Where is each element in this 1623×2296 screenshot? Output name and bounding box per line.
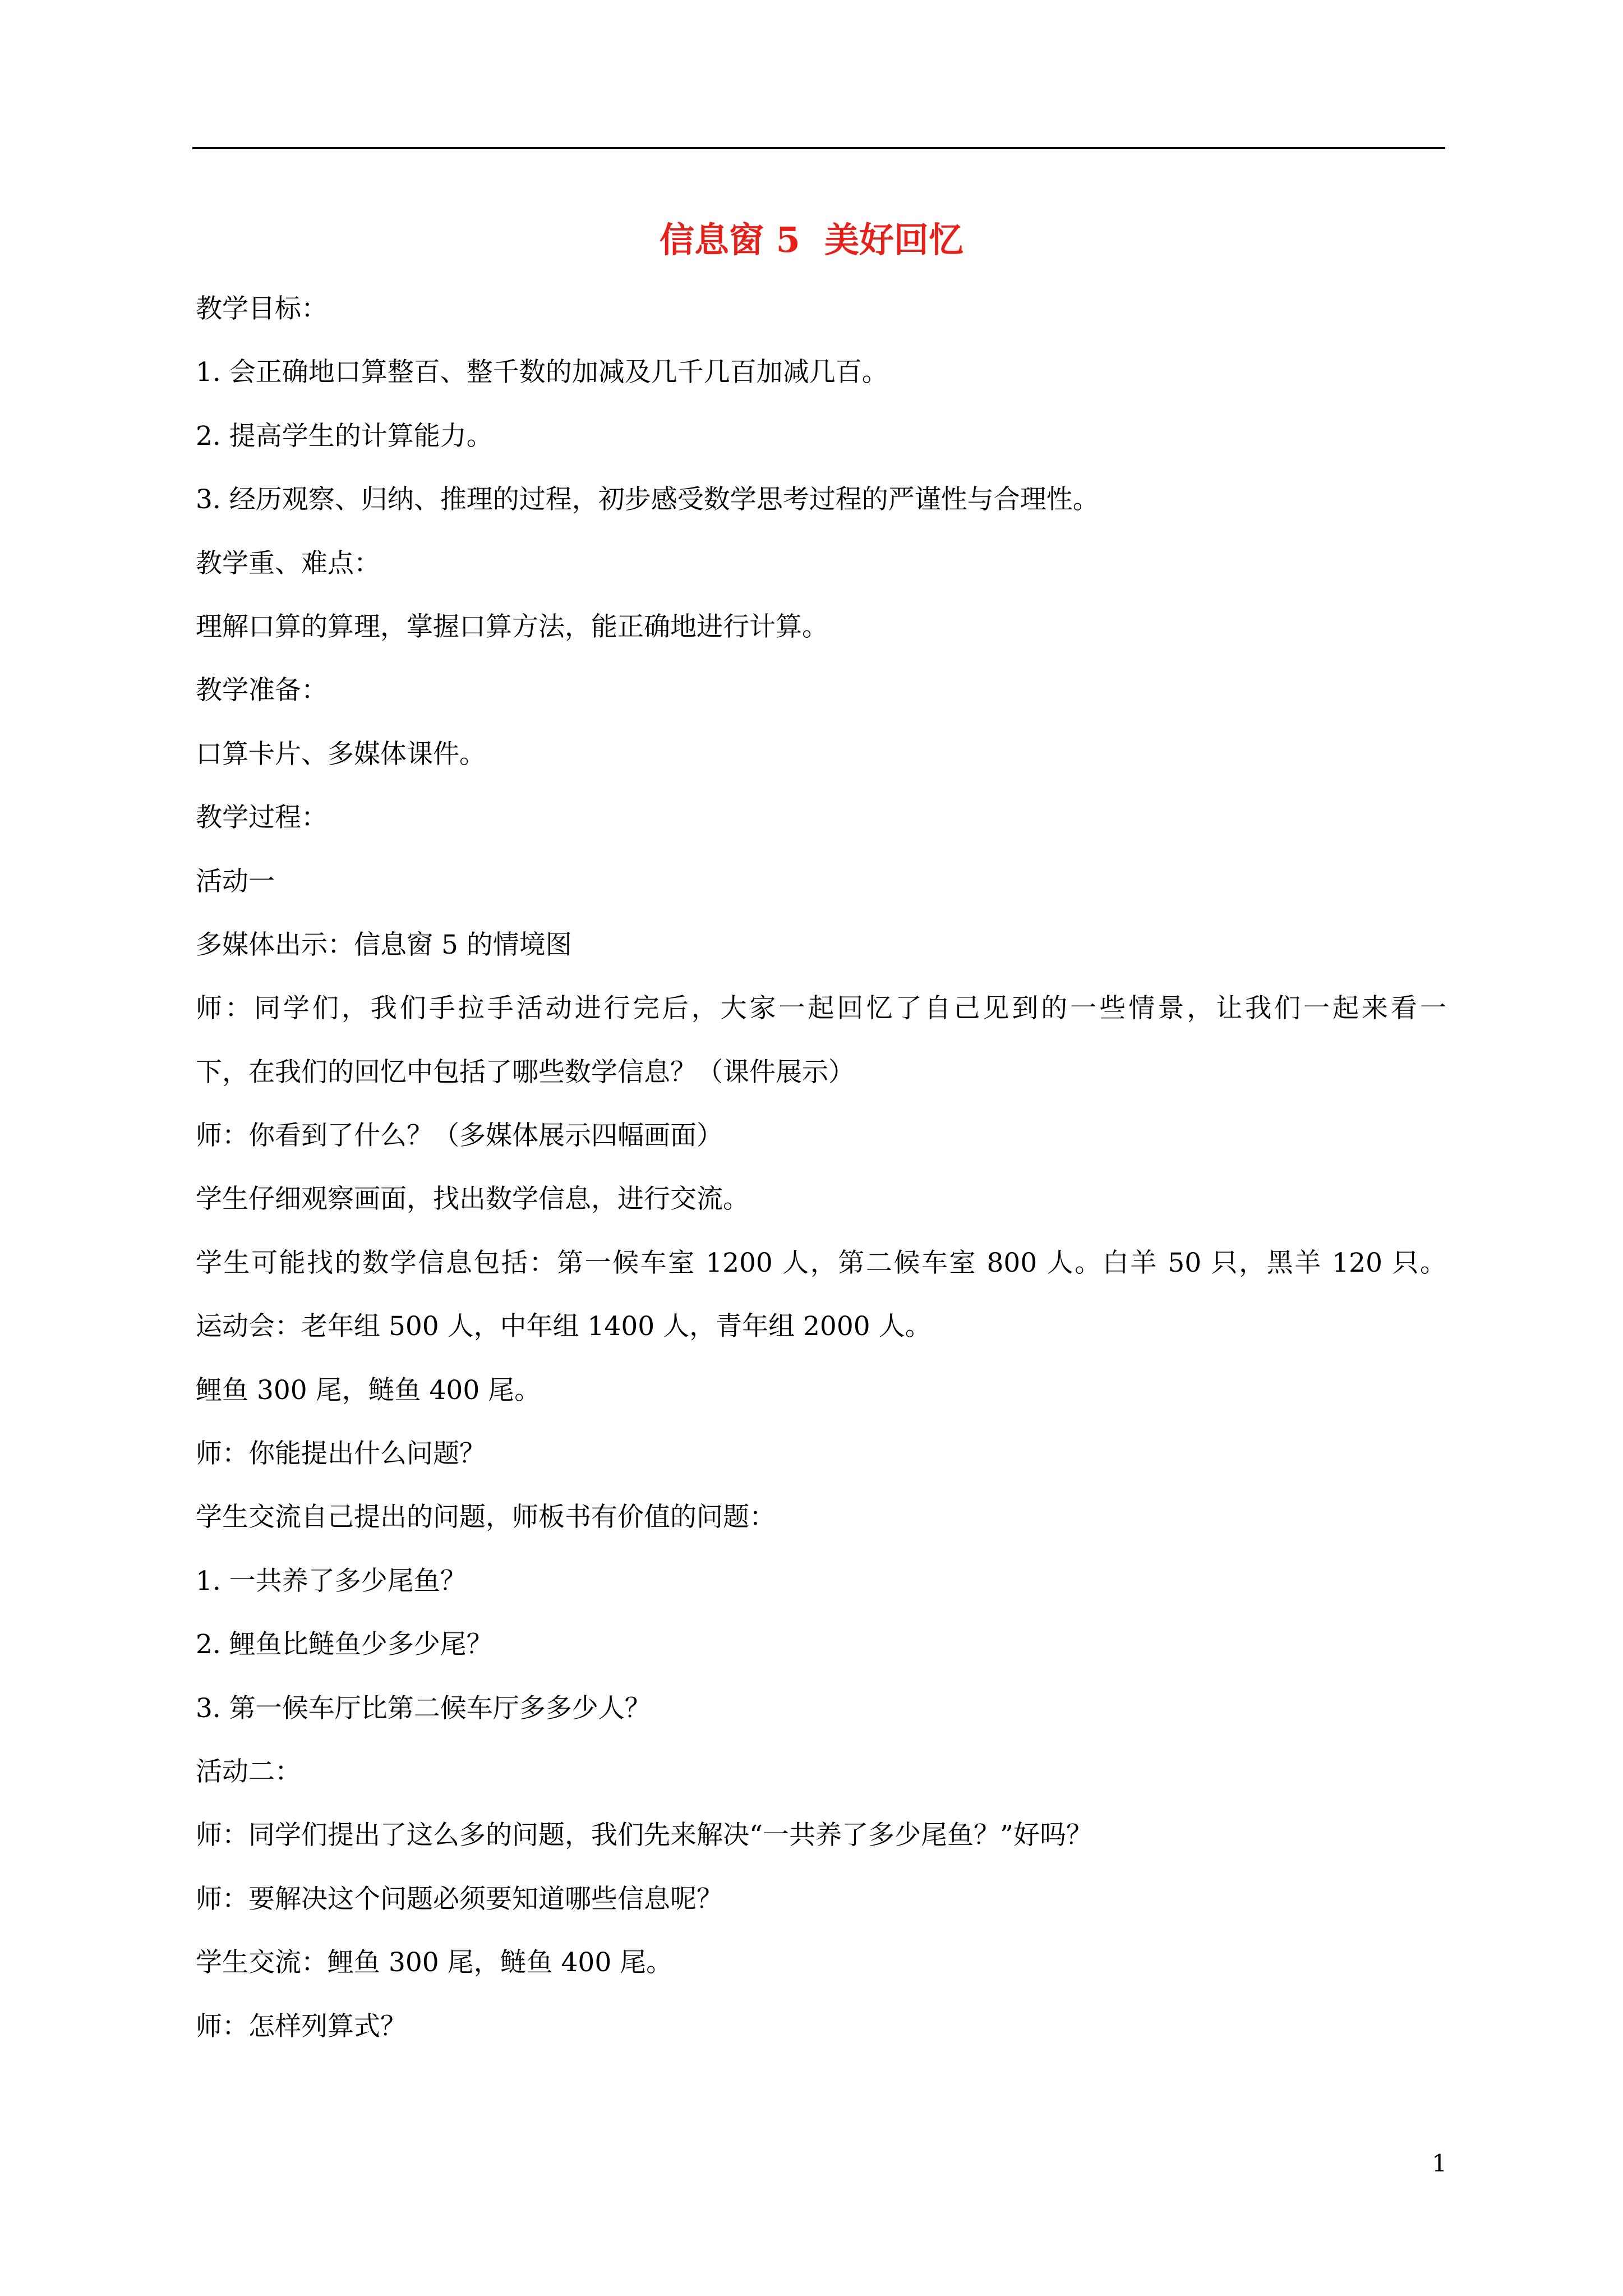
paragraph: 2. 鲤鱼比鲢鱼少多少尾？ bbox=[196, 1629, 493, 1660]
paragraph: 3. 经历观察、归纳、推理的过程，初步感受数学思考过程的严谨性与合理性。 bbox=[196, 484, 1099, 516]
document-body bbox=[196, 293, 1446, 2074]
paragraph: 学生可能找的数学信息包括：第一候车室 1200 人，第二候车室 800 人。白羊 50 只，黑羊 120 只。 bbox=[196, 1247, 1446, 1278]
paragraph: 师：同学们，我们手拉手活动进行完后，大家一起回忆了自己见到的一些情景，让我们一起来看一 bbox=[196, 993, 1446, 1024]
paragraph: 师：怎样列算式？ bbox=[196, 2010, 407, 2042]
paragraph: 教学过程： bbox=[196, 802, 328, 834]
document-title: 信息窗 5 美好回忆 bbox=[660, 219, 963, 260]
paragraph: 师：你看到了什么？（多媒体展示四幅画面） bbox=[196, 1120, 723, 1152]
paragraph: 鲤鱼 300 尾，鲢鱼 400 尾。 bbox=[196, 1374, 541, 1406]
paragraph: 2. 提高学生的计算能力。 bbox=[196, 420, 493, 452]
paragraph: 师：你能提出什么问题？ bbox=[196, 1438, 486, 1470]
paragraph: 活动一 bbox=[196, 866, 275, 897]
paragraph: 3. 第一候车厅比第二候车厅多多少人？ bbox=[196, 1692, 651, 1724]
paragraph: 1. 会正确地口算整百、整千数的加减及几千几百加减几百。 bbox=[196, 357, 888, 388]
paragraph: 师：同学们提出了这么多的问题，我们先来解决“一共养了多少尾鱼？”好吗？ bbox=[196, 1820, 1093, 1851]
paragraph: 教学准备： bbox=[196, 675, 328, 706]
paragraph: 师：要解决这个问题必须要知道哪些信息呢？ bbox=[196, 1883, 723, 1915]
header-rule bbox=[192, 147, 1445, 149]
paragraph: 理解口算的算理，掌握口算方法，能正确地进行计算。 bbox=[196, 611, 828, 642]
paragraph: 口算卡片、多媒体课件。 bbox=[196, 738, 486, 770]
paragraph: 学生交流：鲤鱼 300 尾，鲢鱼 400 尾。 bbox=[196, 1947, 673, 1978]
paragraph: 教学重、难点： bbox=[196, 547, 380, 579]
paragraph: 多媒体出示：信息窗 5 的情境图 bbox=[196, 929, 572, 960]
paragraph: 1. 一共养了多少尾鱼？ bbox=[196, 1565, 467, 1596]
paragraph: 下，在我们的回忆中包括了哪些数学信息？（课件展示） bbox=[196, 1056, 855, 1088]
paragraph: 学生仔细观察画面，找出数学信息，进行交流。 bbox=[196, 1184, 749, 1215]
page-number: 1 bbox=[1432, 2150, 1447, 2177]
paragraph: 教学目标： bbox=[196, 293, 328, 324]
paragraph: 运动会：老年组 500 人，中年组 1400 人，青年组 2000 人。 bbox=[196, 1311, 932, 1342]
paragraph: 学生交流自己提出的问题，师板书有价值的问题： bbox=[196, 1502, 776, 1533]
paragraph: 活动二： bbox=[196, 1756, 301, 1787]
